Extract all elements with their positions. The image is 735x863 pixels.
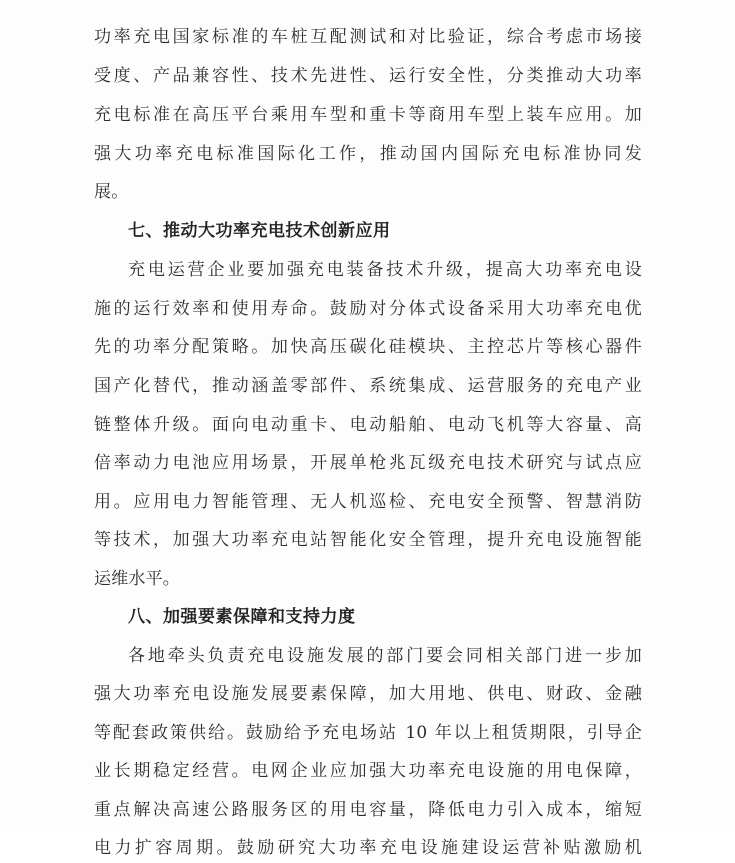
paragraph-line: 等配套政策供给。鼓励给予充电场站 10 年以上租赁期限，引导企: [94, 723, 642, 743]
paragraph-line: 等技术，加强大功率充电站智能化安全管理，提升充电设施智能: [94, 530, 642, 550]
paragraph-line: 链整体升级。面向电动重卡、电动船舶、电动飞机等大容量、高: [94, 415, 642, 435]
paragraph-line: 充电标准在高压平台乘用车型和重卡等商用车型上装车应用。加: [94, 105, 642, 125]
paragraph-line: 功率充电国家标准的车桩互配测试和对比验证，综合考虑市场接: [94, 27, 642, 47]
paragraph-line: 业长期稳定经营。电网企业应加强大功率充电设施的用电保障，: [94, 761, 642, 781]
paragraph-line: 受度、产品兼容性、技术先进性、运行安全性，分类推动大功率: [94, 66, 642, 86]
paragraph-line: 强大功率充电标准国际化工作，推动国内国际充电标准协同发: [94, 144, 642, 164]
paragraph-line: 施的运行效率和使用寿命。鼓励对分体式设备采用大功率充电优: [94, 299, 642, 319]
paragraph-line: 各地牵头负责充电设施发展的部门要会同相关部门进一步加: [128, 646, 642, 666]
paragraph-line: 运维水平。: [94, 569, 180, 589]
section-heading: 七、推动大功率充电技术创新应用: [128, 221, 391, 241]
paragraph-line: 强大功率充电设施发展要素保障，加大用地、供电、财政、金融: [94, 684, 642, 704]
paragraph-line: 倍率动力电池应用场景，开展单枪兆瓦级充电技术研究与试点应: [94, 453, 642, 473]
paragraph-line: 展。: [94, 182, 129, 202]
section-heading: 八、加强要素保障和支持力度: [128, 607, 356, 627]
paragraph-line: 用。应用电力智能管理、无人机巡检、充电安全预警、智慧消防: [94, 492, 642, 512]
paragraph-line: 电力扩容周期。鼓励研究大功率充电设施建设运营补贴激励机: [94, 838, 642, 858]
paragraph-line: 重点解决高速公路服务区的用电容量，降低电力引入成本，缩短: [94, 800, 642, 820]
paragraph-line: 充电运营企业要加强充电装备技术升级，提高大功率充电设: [128, 260, 642, 280]
paragraph-line: 国产化替代，推动涵盖零部件、系统集成、运营服务的充电产业: [94, 376, 642, 396]
paragraph-line: 先的功率分配策略。加快高压碳化硅模块、主控芯片等核心器件: [94, 337, 642, 357]
